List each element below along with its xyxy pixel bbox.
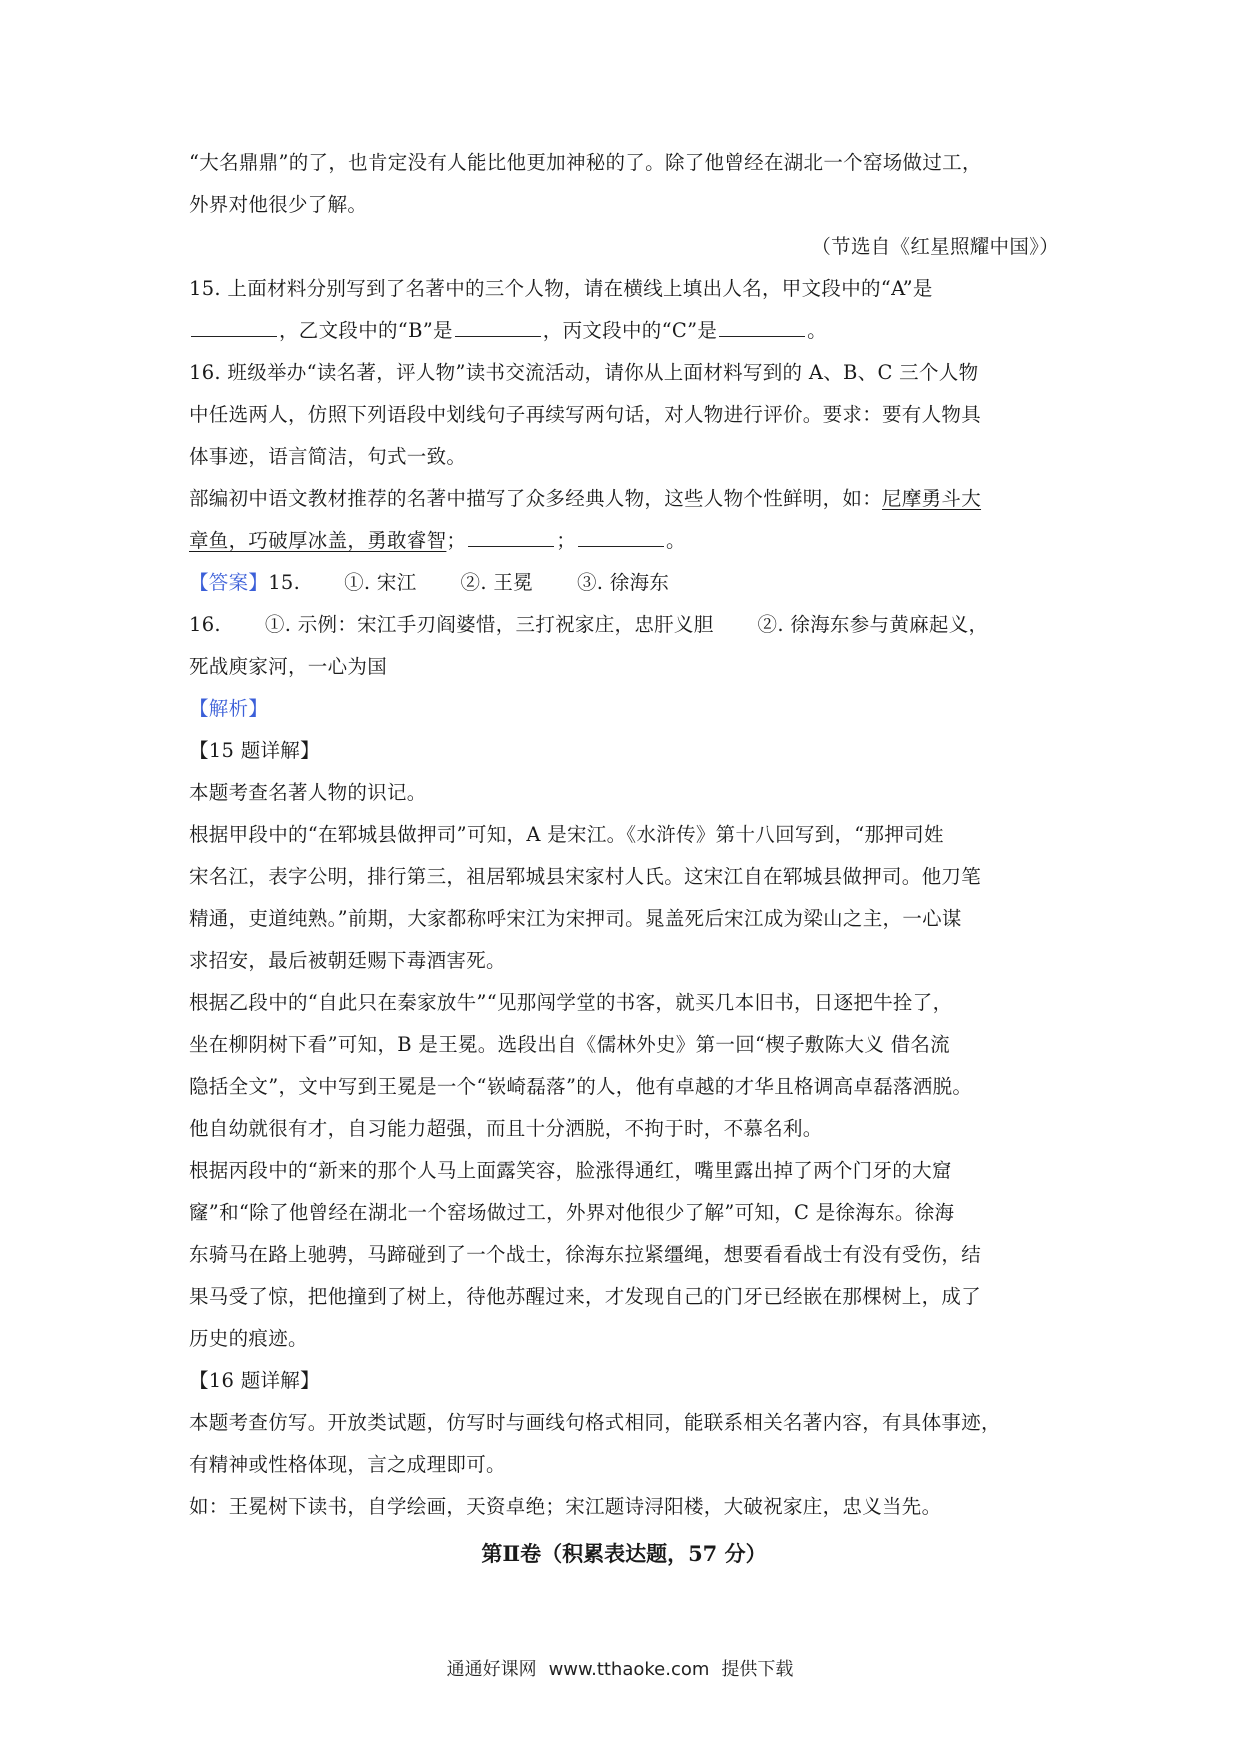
q15-line-1: 15. 上面材料分别写到了名著中的三个人物，请在横线上填出人名，甲文段中的“A”是 — [189, 277, 933, 300]
q16-detail-line: 有精神或性格体现，言之成理即可。 — [189, 1453, 506, 1476]
q15-detail-line: 根据乙段中的“自此只在秦家放牛”“见那闯学堂的书客，就买几本旧书，日逐把牛拴了， — [189, 991, 953, 1014]
page-footer — [0, 1655, 1240, 1681]
q15-detail-line: 根据甲段中的“在郓城县做押司”可知，A 是宋江。《水浒传》第十八回写到，“那押司姓 — [189, 823, 944, 846]
q16-prompt-line-2 — [189, 520, 1059, 562]
q16-detail-heading: 【16 题详解】 — [189, 1369, 320, 1392]
answer-15-a1: ①. 宋江 — [344, 571, 417, 594]
material-source: （节选自《红星照耀中国》） — [811, 235, 1059, 258]
q15-detail-line: 窿”和“除了他曾经在湖北一个窑场做过工，外界对他很少了解”可知，C 是徐海东。徐海 — [189, 1201, 955, 1224]
answer-16-num: 16. — [189, 613, 221, 636]
q15-blank-b[interactable] — [455, 316, 541, 337]
answer-line-16 — [189, 604, 1059, 646]
q15-detail-line: 历史的痕迹。 — [189, 1327, 308, 1350]
document-page — [189, 142, 1059, 1576]
answer-15-num: 15. — [268, 571, 301, 594]
q15-detail-line: 根据丙段中的“新来的那个人马上面露笑容，脸涨得通红，嘴里露出掉了两个门牙的大窟 — [189, 1159, 952, 1182]
q15-detail-line: 东骑马在路上驰骋，马蹄碰到了一个战士，徐海东拉紧缰绳，想要看看战士有没有受伤，结 — [189, 1243, 982, 1266]
q16-detail-line: 如：王冕树下读书，自学绘画，天资卓绝；宋江题诗浔阳楼，大破祝家庄，忠义当先。 — [189, 1495, 942, 1518]
answer-16-b2: ②. 徐海东参与黄麻起义， — [757, 613, 989, 636]
q15-blank-a[interactable] — [191, 316, 277, 337]
material-line-1: “大名鼎鼎”的了，也肯定没有人能比他更加神秘的了。除了他曾经在湖北一个窑场做过工， — [189, 151, 982, 174]
answer-line-16-cont: 死战庾家河，一心为国 — [189, 655, 388, 678]
q16-prompt-text: 部编初中语文教材推荐的名著中描写了众多经典人物，这些人物个性鲜明，如： — [189, 487, 883, 510]
q15-detail-line: 隐括全文”，文中写到王冕是一个“嵚崎磊落”的人，他有卓越的才华且格调高卓磊落洒脱。 — [189, 1075, 973, 1098]
q16-line-2: 中任选两人，仿照下列语段中划线句子再续写两句话，对人物进行评价。要求：要有人物具 — [189, 403, 982, 426]
q16-semicolon-2: ； — [556, 529, 577, 552]
q15-line-2 — [189, 310, 1059, 352]
footer-url[interactable]: www.tthaoke.com — [548, 1659, 710, 1680]
q15-part-c: ，丙文段中的“C”是 — [542, 319, 718, 342]
analysis-label: 【解析】 — [189, 697, 269, 720]
section-title: 第Ⅱ卷（积累表达题，57 分） — [481, 1541, 767, 1566]
q16-prompt-line-1 — [189, 478, 1059, 520]
footer-site-name: 通通好课网 — [446, 1659, 537, 1680]
q15-detail-line: 他自幼就很有才，自习能力超强，而且十分洒脱，不拘于时，不慕名利。 — [189, 1117, 823, 1140]
q16-underlined-b: 章鱼，巧破厚冰盖，勇敢睿智 — [189, 529, 447, 552]
q16-semicolon-1: ； — [446, 529, 467, 552]
answer-label: 【答案】 — [189, 571, 269, 594]
answer-15-a2: ②. 王冕 — [460, 571, 533, 594]
answer-16-b1: ①. 示例：宋江手刃阎婆惜，三打祝家庄，忠肝义胆 — [264, 613, 714, 636]
footer-download: 提供下载 — [721, 1659, 794, 1680]
q16-end: 。 — [666, 529, 686, 552]
q16-blank-1[interactable] — [468, 526, 554, 547]
q16-line-1: 16. 班级举办“读名著，评人物”读书交流活动，请你从上面材料写到的 A、B、C 三个人物 — [189, 361, 979, 384]
q16-blank-2[interactable] — [578, 526, 664, 547]
q16-underlined-a: 尼摩勇斗大 — [882, 487, 982, 510]
answer-line-15 — [189, 562, 1059, 604]
q15-detail-line: 宋名江，表字公明，排行第三，祖居郓城县宋家村人氏。这宋江自在郓城县做押司。他刀笔 — [189, 865, 982, 888]
q15-blank-c[interactable] — [719, 316, 805, 337]
material-line-2: 外界对他很少了解。 — [189, 193, 368, 216]
q15-detail-line: 坐在柳阴树下看”可知，B 是王冕。选段出自《儒林外史》第一回“楔子敷陈大义 借名流 — [189, 1033, 950, 1056]
q15-detail-line: 求招安，最后被朝廷赐下毒酒害死。 — [189, 949, 506, 972]
q15-detail-heading: 【15 题详解】 — [189, 739, 320, 762]
q15-detail-line: 本题考查名著人物的识记。 — [189, 781, 427, 804]
q15-end: 。 — [807, 319, 827, 342]
q16-line-3: 体事迹，语言简洁，句式一致。 — [189, 445, 467, 468]
q15-detail-line: 果马受了惊，把他撞到了树上，待他苏醒过来，才发现自己的门牙已经嵌在那棵树上，成了 — [189, 1285, 982, 1308]
q15-detail-line: 精通，吏道纯熟。”前期，大家都称呼宋江为宋押司。晁盖死后宋江成为梁山之主，一心谋 — [189, 907, 962, 930]
q15-part-b: ，乙文段中的“B”是 — [279, 319, 453, 342]
answer-15-a3: ③. 徐海东 — [576, 571, 670, 594]
q16-detail-line: 本题考查仿写。开放类试题，仿写时与画线句格式相同，能联系相关名著内容，有具体事迹， — [189, 1411, 1001, 1434]
